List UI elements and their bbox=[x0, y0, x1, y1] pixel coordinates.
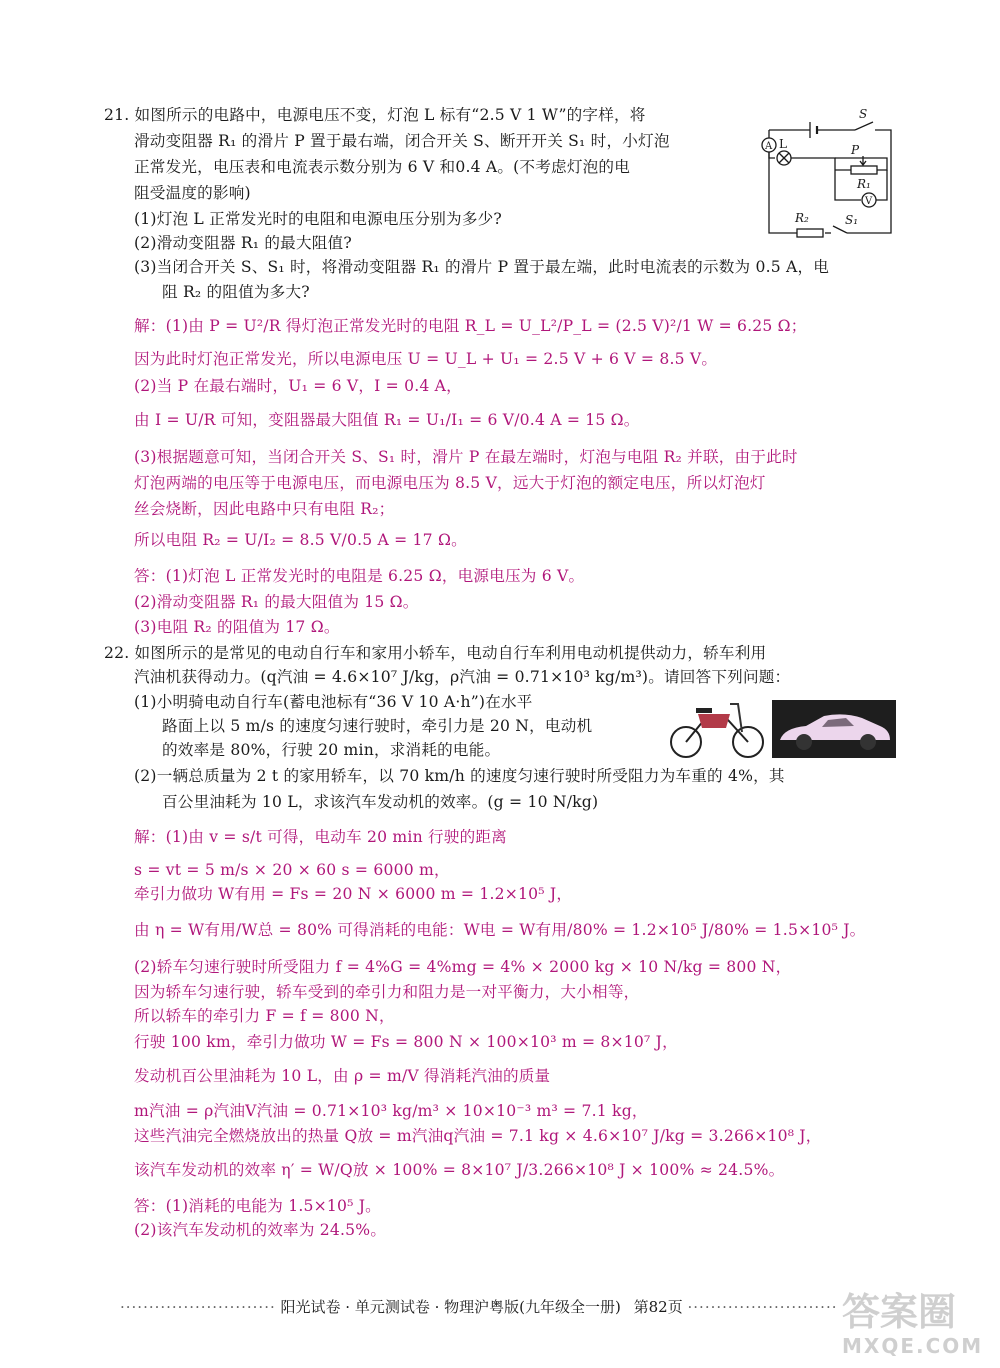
r2-label: R₂ bbox=[795, 211, 809, 225]
lamp-label: L bbox=[779, 137, 787, 151]
q22-line: 路面上以 5 m/s 的速度匀速行驶时，牵引力是 20 N，电动机 bbox=[162, 717, 593, 735]
electric-bicycle-image bbox=[668, 692, 768, 760]
a22-line: m汽油 = ρ汽油V汽油 = 0.71×10³ kg/m³ × 10×10⁻³ m³ = 7.1 kg， bbox=[134, 1102, 648, 1120]
a22-line: s = vt = 5 m/s × 20 × 60 s = 6000 m， bbox=[134, 861, 450, 879]
a21-line: 由 I = U/R 可知，变阻器最大阻值 R₁ = U₁/I₁ = 6 V/0.4 A = 15 Ω。 bbox=[134, 411, 640, 429]
q21-line: (1)灯泡 L 正常发光时的电阻和电源电压分别为多少? bbox=[134, 210, 502, 228]
circuit-diagram bbox=[755, 108, 905, 240]
a21-line: 解：(1)由 P = U²/R 得灯泡正常发光时的电阻 R_L = U_L²/P_L = (2.5 V)²/1 W = 6.25 Ω； bbox=[134, 317, 807, 335]
switch-s1-label: S₁ bbox=[845, 213, 859, 227]
footer-dots-right: ·························· bbox=[687, 1298, 838, 1316]
a22-line: 行驶 100 km，牵引力做功 W = Fs = 800 N × 100×10³ m = 8×10⁷ J， bbox=[134, 1033, 678, 1051]
a21-line: (3)根据题意可知，当闭合开关 S、S₁ 时，滑片 P 在最左端时，灯泡与电阻 R₂ 并联，由于此时 bbox=[134, 448, 798, 466]
q22-line: 的效率是 80%，行驶 20 min，求消耗的电能。 bbox=[162, 741, 501, 759]
q21-line: 正常发光，电压表和电流表示数分别为 6 V 和0.4 A。(不考虑灯泡的电 bbox=[134, 158, 630, 176]
a21-line: 丝会烧断，因此电路中只有电阻 R₂； bbox=[134, 500, 395, 518]
q21-line: 阻受温度的影响) bbox=[134, 184, 251, 202]
a21-line: 灯泡两端的电压等于电源电压，而电源电压为 8.5 V，远大于灯泡的额定电压，所以灯泡灯 bbox=[134, 474, 766, 492]
footer-dots-left: ··························· bbox=[120, 1298, 276, 1316]
a22-line: 这些汽油完全燃烧放出的热量 Q放 = m汽油q汽油 = 7.1 kg × 4.6×10⁷ J/kg = 3.266×10⁸ J， bbox=[134, 1127, 822, 1145]
switch-s-label: S bbox=[859, 108, 868, 121]
page-footer bbox=[120, 1296, 838, 1317]
a22-line: (2)该汽车发动机的效率为 24.5%。 bbox=[134, 1221, 387, 1239]
a21-line: (2)当 P 在最右端时，U₁ = 6 V，I = 0.4 A， bbox=[134, 377, 462, 395]
a22-line: 该汽车发动机的效率 η′ = W/Q放 × 100% = 8×10⁷ J/3.266×10⁸ J × 100% ≈ 24.5%。 bbox=[134, 1161, 785, 1179]
a21-line: 因为此时灯泡正常发光，所以电源电压 U = U_L + U₁ = 2.5 V + 6 V = 8.5 V。 bbox=[134, 350, 718, 368]
q22-line: 百公里油耗为 10 L，求该汽车发动机的效率。(g = 10 N/kg) bbox=[162, 793, 599, 811]
a22-line: 所以轿车的牵引力 F = f = 800 N， bbox=[134, 1007, 395, 1025]
watermark-url: MXQE.COM bbox=[842, 1334, 984, 1358]
slider-p-label: P bbox=[851, 143, 860, 157]
r1-label: R₁ bbox=[857, 177, 871, 191]
q22-line: 22. 如图所示的是常见的电动自行车和家用小轿车，电动自行车利用电动机提供动力，轿车利用 bbox=[104, 644, 767, 662]
a21-line: (2)滑动变阻器 R₁ 的最大阻值为 15 Ω。 bbox=[134, 593, 419, 611]
q22-line: 汽油机获得动力。(q汽油 = 4.6×10⁷ J/kg，ρ汽油 = 0.71×10³ kg/m³)。请回答下列问题： bbox=[134, 668, 791, 686]
q22-line: (1)小明骑电动自行车(蓄电池标有“36 V 10 A·h”)在水平 bbox=[134, 693, 533, 711]
a22-line: (2)轿车匀速行驶时所受阻力 f = 4%G = 4%mg = 4% × 2000 kg × 10 N/kg = 800 N， bbox=[134, 958, 792, 976]
watermark-text: 答案圈 bbox=[842, 1290, 957, 1334]
q21-line: 滑动变阻器 R₁ 的滑片 P 置于最右端，闭合开关 S、断开开关 S₁ 时，小灯泡 bbox=[134, 132, 670, 150]
footer-title: 阳光试卷 · 单元测试卷 · 物理沪粤版(九年级全一册) bbox=[280, 1298, 621, 1316]
voltmeter-label: V bbox=[865, 196, 873, 207]
q21-line: (3)当闭合开关 S、S₁ 时，将滑动变阻器 R₁ 的滑片 P 置于最左端，此时电流表的示数为 0.5 A，电 bbox=[134, 258, 830, 276]
a22-line: 因为轿车匀速行驶，轿车受到的牵引力和阻力是一对平衡力，大小相等， bbox=[134, 983, 640, 1001]
a22-line: 由 η = W有用/W总 = 80% 可得消耗的电能：W电 = W有用/80% = 1.2×10⁵ J/80% = 1.5×10⁵ J。 bbox=[134, 921, 866, 939]
a21-line: 答：(1)灯泡 L 正常发光时的电阻是 6.25 Ω，电源电压为 6 V。 bbox=[134, 567, 585, 585]
a21-line: (3)电阻 R₂ 的阻值为 17 Ω。 bbox=[134, 618, 340, 636]
q21-line: 阻 R₂ 的阻值为多大? bbox=[162, 283, 310, 301]
a22-line: 解：(1)由 v = s/t 可得，电动车 20 min 行驶的距离 bbox=[134, 828, 507, 846]
watermark-logo bbox=[842, 1290, 992, 1366]
a22-line: 牵引力做功 W有用 = Fs = 20 N × 6000 m = 1.2×10⁵ J， bbox=[134, 885, 573, 903]
q21-line: 21. 如图所示的电路中，电源电压不变，灯泡 L 标有“2.5 V 1 W”的字样，将 bbox=[104, 106, 646, 124]
a22-line: 发动机百公里油耗为 10 L，由 ρ = m/V 得消耗汽油的质量 bbox=[134, 1067, 551, 1085]
q22-line: (2)一辆总质量为 2 t 的家用轿车，以 70 km/h 的速度匀速行驶时所受阻力为车重的 4%，其 bbox=[134, 767, 785, 785]
car-image bbox=[772, 700, 896, 758]
a22-line: 答：(1)消耗的电能为 1.5×10⁵ J。 bbox=[134, 1197, 381, 1215]
ammeter-label: A bbox=[765, 141, 773, 152]
page-number: 第82页 bbox=[633, 1298, 683, 1316]
a21-line: 所以电阻 R₂ = U/I₂ = 8.5 V/0.5 A = 17 Ω。 bbox=[134, 531, 467, 549]
q21-line: (2)滑动变阻器 R₁ 的最大阻值? bbox=[134, 234, 352, 252]
